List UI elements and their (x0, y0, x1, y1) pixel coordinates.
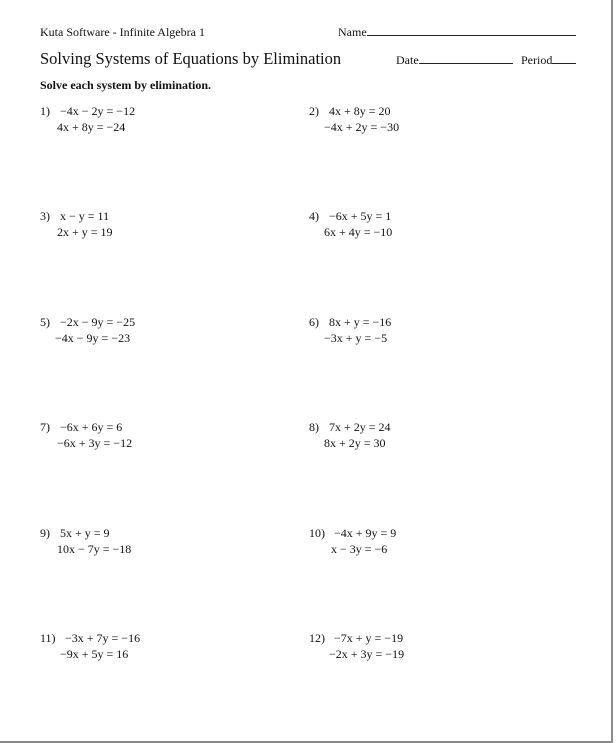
problem-11 (40, 630, 140, 662)
date-label: Date (396, 53, 419, 67)
problem-number: 1) (40, 104, 50, 118)
date-field (396, 53, 513, 68)
name-blank-line (367, 25, 576, 36)
problem-equation-2: −2x + 3y = −19 (329, 647, 405, 661)
period-field (521, 53, 576, 68)
problem-number: 7) (40, 420, 50, 434)
problem-equation-2: −9x + 5y = 16 (60, 647, 129, 661)
instructions: Solve each system by elimination. (40, 78, 211, 92)
problem-7 (40, 419, 132, 451)
problem-2 (309, 103, 399, 135)
problem-equation-1: −7x + y = −19 (334, 631, 404, 645)
problem-10 (309, 525, 396, 557)
problem-equation-2: 10x − 7y = −18 (57, 542, 132, 556)
problem-equation-1: −6x + 6y = 6 (60, 420, 123, 434)
problem-number: 11) (40, 631, 56, 645)
problem-5 (40, 314, 135, 346)
problem-6 (309, 314, 391, 346)
problem-equation-2: 2x + y = 19 (57, 225, 113, 239)
problem-equation-2: x − 3y = −6 (331, 542, 388, 556)
problem-equation-1: −6x + 5y = 1 (329, 209, 392, 223)
problem-number: 8) (309, 420, 319, 434)
problem-equation-1: 7x + 2y = 24 (329, 420, 391, 434)
problem-number: 4) (309, 209, 319, 223)
period-blank-line (552, 53, 576, 64)
problem-number: 9) (40, 526, 50, 540)
problem-number: 2) (309, 104, 319, 118)
problem-equation-2: 6x + 4y = −10 (324, 225, 393, 239)
problem-equation-2: −4x + 2y = −30 (324, 120, 400, 134)
problem-3 (40, 208, 113, 240)
problem-9 (40, 525, 131, 557)
problem-equation-1: −4x + 9y = 9 (334, 526, 397, 540)
problem-1 (40, 103, 135, 135)
problem-equation-2: −4x − 9y = −23 (55, 331, 131, 345)
period-label: Period (521, 53, 553, 67)
problem-equation-1: 4x + 8y = 20 (329, 104, 391, 118)
problem-8 (309, 419, 391, 451)
publisher-label: Kuta Software - Infinite Algebra 1 (40, 25, 205, 39)
problem-number: 10) (309, 526, 325, 540)
problem-number: 3) (40, 209, 50, 223)
problem-equation-1: −4x − 2y = −12 (60, 104, 136, 118)
problem-equation-2: 8x + 2y = 30 (324, 436, 386, 450)
problem-equation-1: 5x + y = 9 (60, 526, 110, 540)
problem-number: 5) (40, 315, 50, 329)
problem-4 (309, 208, 392, 240)
problem-equation-2: −6x + 3y = −12 (57, 436, 133, 450)
problem-number: 12) (309, 631, 325, 645)
problem-equation-1: 8x + y = −16 (329, 315, 392, 329)
problem-number: 6) (309, 315, 319, 329)
problem-equation-1: x − y = 11 (60, 209, 110, 223)
problem-equation-1: −3x + 7y = −16 (65, 631, 141, 645)
name-field (338, 25, 576, 40)
problem-equation-2: 4x + 8y = −24 (57, 120, 126, 134)
name-label: Name (338, 25, 367, 39)
problem-equation-1: −2x − 9y = −25 (60, 315, 136, 329)
page-title: Solving Systems of Equations by Elimination (40, 49, 342, 68)
problem-12 (309, 630, 404, 662)
date-blank-line (419, 53, 513, 64)
problem-equation-2: −3x + y = −5 (324, 331, 388, 345)
